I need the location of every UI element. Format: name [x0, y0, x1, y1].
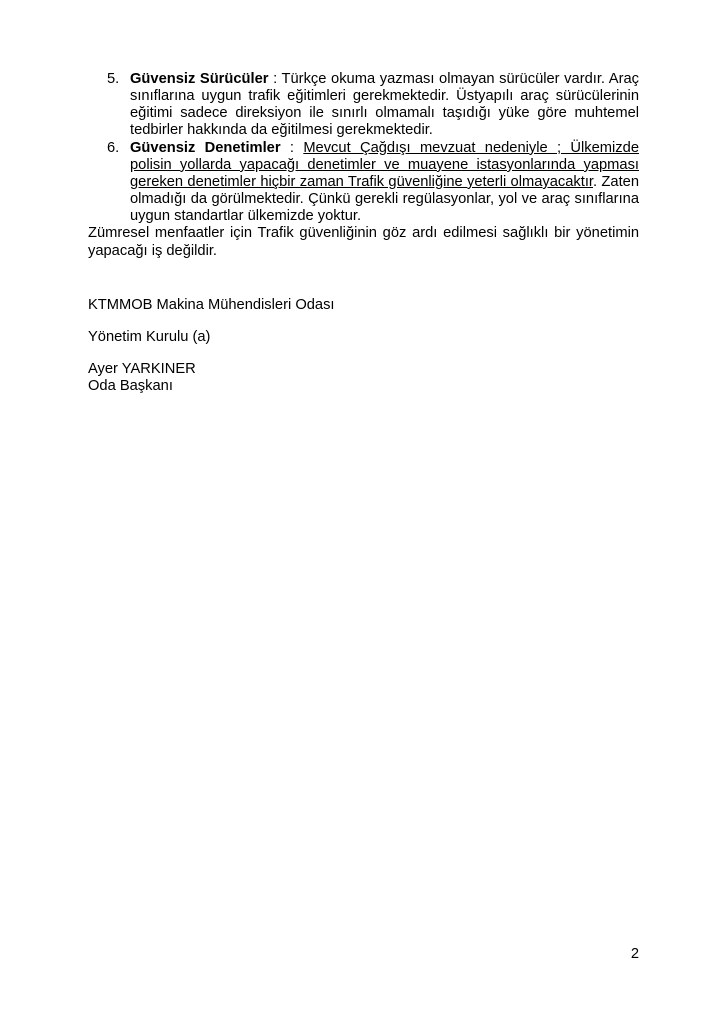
document-content: [88, 71, 639, 395]
list-item-separator: :: [268, 71, 282, 87]
signer-name: Ayer YARKINER: [88, 361, 196, 378]
organization-name: KTMMOB Makina Mühendisleri Odası: [88, 296, 335, 313]
signer-title: Oda Başkanı: [88, 378, 173, 395]
list-item-text: [130, 140, 639, 226]
closing-paragraph: Zümresel menfaatler için Trafik güvenliğinin göz ardı edilmesi sağlıklı bir yönetimin yapacağı iş değildir.: [88, 225, 639, 259]
list-item-number: 6.: [107, 139, 120, 156]
list-item-title: Güvensiz Sürücüler: [130, 71, 269, 87]
list-item-body-text: . Zaten olmadığı da görülmektedir. Çünkü gerekli regülasyonlar, yol ve araç sınıflarına uygun standartlar ülkemizde yoktur.: [130, 173, 639, 225]
underlined-passage: Mevcut Çağdışı mevzuat nedeniyle ; Ülkemizde polisin yollarda yapacağı denetimler ve muayene istasyonlarında yapması gereken denetimler hiçbir zaman Trafik güvenliğine yeterli olmayacaktır: [130, 139, 639, 190]
page-number: 2: [630, 946, 639, 962]
list-item-text: [130, 71, 639, 140]
list-item-separator: :: [280, 139, 304, 156]
board-line: Yönetim Kurulu (a): [88, 328, 211, 345]
list-item-title: Güvensiz Denetimler: [130, 139, 281, 156]
list-item-number: 5.: [107, 71, 120, 87]
list-item-5: [88, 71, 639, 140]
list-item-body-text: Türkçe okuma yazması olmayan sürücüler vardır. Araç sınıflarına uygun trafik eğitimleri gerekmektedir. Üstyapılı araç sürücülerinin eğitimi sadece direksiyon ile sınırlı olmamalı taşıdığı yüke göre muhtemel tedbirler hakkında da eğitilmesi gerekmektedir.: [130, 71, 639, 139]
list-item-6: [88, 140, 639, 226]
